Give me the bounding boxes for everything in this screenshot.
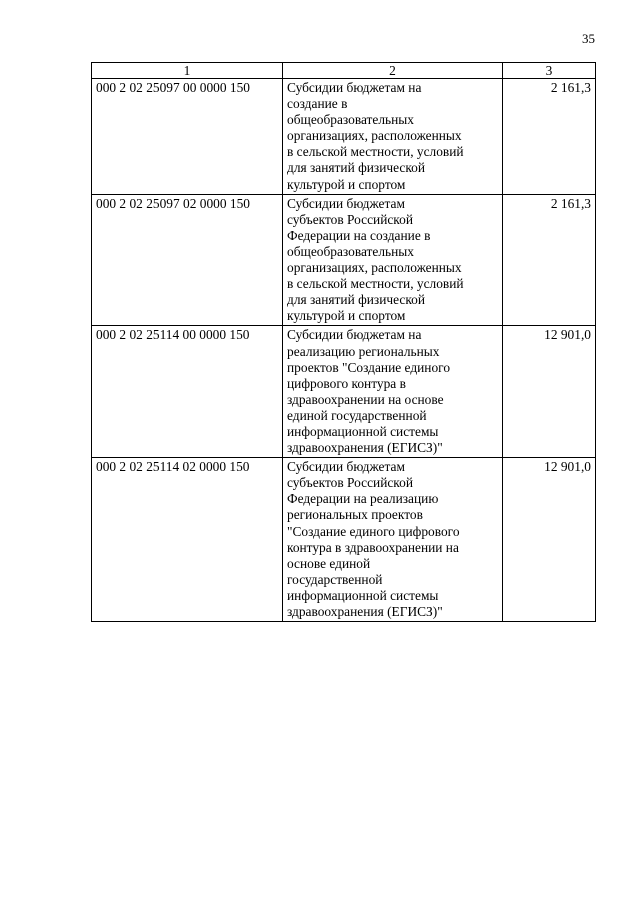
item-name-line: субъектов Российской — [287, 475, 413, 491]
item-name-line: Субсидии бюджетам — [287, 459, 405, 475]
item-name-line: Субсидии бюджетам на — [287, 80, 422, 95]
item-name-cell — [283, 79, 503, 195]
item-name-line: региональных проектов — [287, 507, 423, 523]
item-name-line: реализацию региональных — [287, 343, 440, 359]
item-name-line: субъектов Российской — [287, 211, 413, 227]
item-name-line: информационной системы — [287, 587, 439, 603]
table-row — [92, 194, 596, 326]
column-header-3: 3 — [503, 63, 596, 79]
item-name-line: общеобразовательных — [287, 112, 415, 128]
item-name-line: в сельской местности, условий — [287, 144, 464, 160]
item-name-line: для занятий физической — [287, 292, 426, 308]
item-name-line: культурой и спортом — [287, 176, 406, 192]
item-name-line: проектов "Создание единого — [287, 359, 451, 375]
item-name-cell — [283, 194, 503, 326]
item-name-line: Федерации на создание в — [287, 227, 431, 243]
item-name-line: "Создание единого цифрового — [287, 523, 460, 539]
budget-code-cell: 000 2 02 25097 00 0000 150 — [92, 79, 283, 195]
budget-code-cell: 000 2 02 25114 02 0000 150 — [92, 458, 283, 622]
column-header-2: 2 — [283, 63, 503, 79]
table-body — [92, 79, 596, 622]
item-name-line: контура в здравоохранении на — [287, 539, 459, 555]
item-name-line: общеобразовательных — [287, 243, 415, 259]
item-name-line: создание в — [287, 96, 348, 112]
item-name-line: Федерации на реализацию — [287, 491, 439, 507]
item-name-line: организациях, расположенных — [287, 128, 462, 144]
item-name-line: Субсидии бюджетам — [287, 195, 405, 211]
item-name-line: основе единой — [287, 555, 371, 571]
item-name-line: организациях, расположенных — [287, 260, 462, 276]
table-row — [92, 79, 596, 195]
item-name-line: здравоохранения (ЕГИСЗ)" — [287, 604, 443, 619]
item-name-cell — [283, 458, 503, 622]
table-row — [92, 326, 596, 458]
item-name-line: для занятий физической — [287, 160, 426, 176]
item-name-line: культурой и спортом — [287, 308, 406, 324]
item-name-line: Субсидии бюджетам на — [287, 327, 422, 343]
budget-table — [91, 62, 596, 622]
item-name-line: здравоохранении на основе — [287, 391, 444, 407]
budget-code-cell: 000 2 02 25114 00 0000 150 — [92, 326, 283, 458]
item-name-line: цифрового контура в — [287, 375, 406, 391]
amount-cell: 12 901,0 — [503, 458, 596, 622]
amount-cell: 2 161,3 — [503, 194, 596, 326]
item-name-line: в сельской местности, условий — [287, 276, 464, 292]
amount-cell: 2 161,3 — [503, 79, 596, 195]
item-name-line: государственной — [287, 571, 383, 587]
page-number: 35 — [582, 31, 595, 46]
amount-cell: 12 901,0 — [503, 326, 596, 458]
budget-code-cell: 000 2 02 25097 02 0000 150 — [92, 194, 283, 326]
table-row — [92, 458, 596, 622]
item-name-line: здравоохранения (ЕГИСЗ)" — [287, 440, 443, 456]
item-name-line: информационной системы — [287, 423, 439, 439]
table-header-row — [92, 63, 596, 79]
item-name-line: единой государственной — [287, 407, 427, 423]
column-header-1: 1 — [92, 63, 283, 79]
item-name-cell — [283, 326, 503, 458]
